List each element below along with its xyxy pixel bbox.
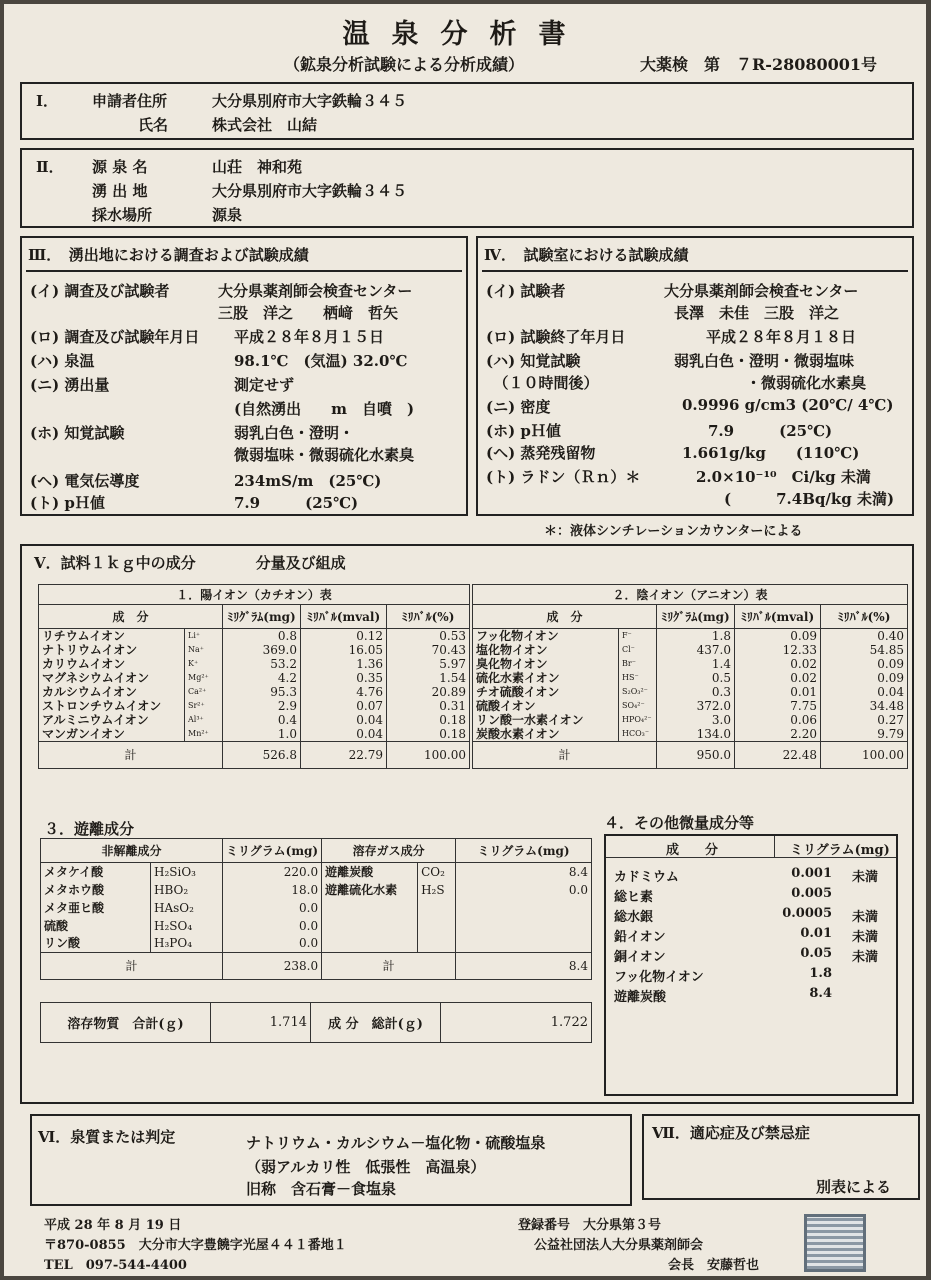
ion-pct: 9.79 bbox=[821, 727, 908, 742]
empty-cell bbox=[418, 899, 456, 917]
table-row bbox=[39, 629, 470, 644]
ion-mg: 437.0 bbox=[657, 643, 735, 657]
gas-mg: 0.0 bbox=[456, 881, 592, 899]
component-mg: 0.0 bbox=[223, 899, 322, 917]
anion-table bbox=[472, 584, 908, 769]
org-address: 〒870-0855 大分市大字豊饒字光屋４４１番地１ bbox=[44, 1238, 347, 1253]
trace-note: 未満 bbox=[852, 910, 879, 925]
section-title: Ⅶ．適応症及び禁忌症 bbox=[652, 1124, 810, 1142]
ion-mval: 4.76 bbox=[301, 685, 387, 699]
totals-table bbox=[40, 1002, 592, 1043]
table-row bbox=[39, 727, 470, 742]
section-label: Ⅱ． bbox=[36, 158, 64, 176]
table-row bbox=[41, 917, 592, 935]
ion-symbol: SO₄²⁻ bbox=[619, 699, 657, 713]
field-test-value: (自然湧出 m 自噴 ) bbox=[234, 400, 415, 418]
sampling-label: 採水場所 bbox=[92, 206, 153, 224]
field-test-value: 平成２８年８月１５日 bbox=[234, 328, 385, 346]
empty-cell bbox=[456, 917, 592, 935]
ion-symbol: Mg²⁺ bbox=[185, 671, 223, 685]
spring-quality: ナトリウム・カルシウム－塩化物・硫酸塩泉 bbox=[246, 1134, 546, 1152]
anion-total-label: 計 bbox=[473, 742, 657, 769]
trace-note: 未満 bbox=[852, 930, 879, 945]
ion-pct: 0.31 bbox=[387, 699, 470, 713]
gas-total-label: 計 bbox=[322, 953, 456, 980]
table-row bbox=[473, 671, 908, 685]
ion-mval: 7.75 bbox=[735, 699, 821, 713]
applicant-address-label: 申請者住所 bbox=[92, 92, 168, 110]
section-source bbox=[20, 148, 914, 228]
trace-mg: 0.01 bbox=[800, 926, 832, 941]
section-title: Ⅵ．泉質または判定 bbox=[38, 1128, 176, 1146]
lab-test-value: ・微弱硫化水素臭 bbox=[746, 374, 867, 392]
ion-mval: 0.07 bbox=[301, 699, 387, 713]
col-nondissociated: 非解離成分 bbox=[41, 839, 223, 863]
ion-symbol: HCO₃⁻ bbox=[619, 727, 657, 742]
gas-formula: H₂S bbox=[418, 881, 456, 899]
applicant-name: 株式会社 山結 bbox=[212, 116, 318, 134]
section-components bbox=[20, 544, 914, 1104]
ion-mg: 53.2 bbox=[223, 657, 301, 671]
table-row bbox=[39, 671, 470, 685]
document-title: 温泉分析書 bbox=[342, 19, 588, 50]
field-test-label: (ヘ) 電気伝導度 bbox=[30, 472, 140, 490]
empty-cell bbox=[322, 917, 418, 935]
lab-test-value: 弱乳白色・澄明・微弱塩味 bbox=[674, 352, 855, 370]
col-component: 成 分 bbox=[473, 605, 657, 629]
table-row bbox=[473, 727, 908, 742]
official-seal bbox=[804, 1214, 866, 1272]
ion-mval: 0.04 bbox=[301, 727, 387, 742]
lab-test-label: （１０時間後） bbox=[486, 374, 599, 392]
ion-symbol: F⁻ bbox=[619, 629, 657, 644]
col-mg: ﾐﾘｸﾞﾗﾑ(mg) bbox=[223, 605, 301, 629]
field-test-label: (ト) pＨ値 bbox=[30, 494, 105, 512]
ion-name: マグネシウムイオン bbox=[39, 671, 185, 685]
table-row bbox=[473, 699, 908, 713]
ion-pct: 70.43 bbox=[387, 643, 470, 657]
president-name: 会長 安藤哲也 bbox=[668, 1258, 760, 1273]
ion-name: フッ化物イオン bbox=[473, 629, 619, 644]
section-spring-quality bbox=[30, 1114, 632, 1206]
empty-cell bbox=[322, 899, 418, 917]
trace-name: 総ヒ素 bbox=[614, 890, 654, 905]
ion-symbol: Cl⁻ bbox=[619, 643, 657, 657]
ion-mg: 134.0 bbox=[657, 727, 735, 742]
empty-cell bbox=[456, 935, 592, 953]
table-row bbox=[39, 657, 470, 671]
trace-mg: 0.0005 bbox=[782, 906, 832, 921]
ion-mval: 16.05 bbox=[301, 643, 387, 657]
ion-mval: 1.36 bbox=[301, 657, 387, 671]
ion-pct: 0.09 bbox=[821, 657, 908, 671]
ion-name: 臭化物イオン bbox=[473, 657, 619, 671]
ion-symbol: Al³⁺ bbox=[185, 713, 223, 727]
document-subtitle: （鉱泉分析試験による分析成績） bbox=[284, 55, 525, 74]
cation-caption: １．陽イオン（カチオン）表 bbox=[39, 585, 470, 605]
ion-mg: 0.8 bbox=[223, 629, 301, 644]
trace-name: 遊離炭酸 bbox=[614, 990, 667, 1005]
nondiss-total: 238.0 bbox=[223, 953, 322, 980]
col-pct: ﾐﾘﾊﾞﾙ(%) bbox=[821, 605, 908, 629]
trace-mg: 1.8 bbox=[809, 966, 832, 981]
table-row bbox=[473, 657, 908, 671]
ion-symbol: Li⁺ bbox=[185, 629, 223, 644]
field-test-label: (ニ) 湧出量 bbox=[30, 376, 110, 394]
lab-test-value: ( 7.4Bq/kg 未満) bbox=[724, 490, 895, 508]
field-test-value: 98.1℃ (気温) 32.0℃ bbox=[234, 352, 408, 370]
source-name-label: 源 泉 名 bbox=[92, 158, 148, 176]
ion-mg: 1.4 bbox=[657, 657, 735, 671]
lab-test-label: (ロ) 試験終了年月日 bbox=[486, 328, 626, 346]
empty-cell bbox=[418, 935, 456, 953]
trace-name: フッ化物イオン bbox=[614, 970, 704, 985]
field-test-value: 弱乳白色・澄明・ bbox=[234, 424, 355, 442]
col-mg: ﾐﾘｸﾞﾗﾑ(mg) bbox=[657, 605, 735, 629]
ion-mval: 2.20 bbox=[735, 727, 821, 742]
trace-name: 総水銀 bbox=[614, 910, 654, 925]
lab-test-label: (ハ) 知覚試験 bbox=[486, 352, 581, 370]
table-row bbox=[41, 863, 592, 881]
table-row bbox=[39, 699, 470, 713]
spring-location-label: 湧 出 地 bbox=[92, 182, 148, 200]
ion-mg: 4.2 bbox=[223, 671, 301, 685]
ion-name: リチウムイオン bbox=[39, 629, 185, 644]
component-formula: H₂SO₄ bbox=[151, 917, 223, 935]
ion-name: 炭酸水素イオン bbox=[473, 727, 619, 742]
field-test-label: (ハ) 泉温 bbox=[30, 352, 95, 370]
ion-mval: 0.35 bbox=[301, 671, 387, 685]
component-formula: HAsO₂ bbox=[151, 899, 223, 917]
trace-note: 未満 bbox=[852, 870, 879, 885]
table-row bbox=[473, 713, 908, 727]
ion-mg: 3.0 bbox=[657, 713, 735, 727]
field-test-value: 234mS/m (25℃) bbox=[234, 472, 382, 490]
ion-name: アルミニウムイオン bbox=[39, 713, 185, 727]
anion-caption: ２．陰イオン（アニオン）表 bbox=[473, 585, 908, 605]
table-row bbox=[473, 643, 908, 657]
ion-mval: 0.02 bbox=[735, 671, 821, 685]
ion-symbol: Mn²⁺ bbox=[185, 727, 223, 742]
ion-pct: 0.04 bbox=[821, 685, 908, 699]
anion-total-pct: 100.00 bbox=[821, 742, 908, 769]
ion-mval: 0.02 bbox=[735, 657, 821, 671]
reference-number: 大薬検 第 ７R-28080001号 bbox=[640, 55, 878, 74]
lab-test-label: (ニ) 密度 bbox=[486, 398, 551, 416]
component-mg: 0.0 bbox=[223, 935, 322, 953]
trace-name: 銅イオン bbox=[614, 950, 666, 965]
empty-cell bbox=[456, 899, 592, 917]
free-caption: ３．遊離成分 bbox=[44, 820, 135, 838]
analysis-document bbox=[4, 4, 926, 1276]
trace-mg: 0.001 bbox=[791, 866, 832, 881]
ion-symbol: Sr²⁺ bbox=[185, 699, 223, 713]
lab-test-label: (イ) 試験者 bbox=[486, 282, 566, 300]
col-gas-mg: ミリグラム(mg) bbox=[456, 839, 592, 863]
lab-test-value: 長澤 未佳 三股 洋之 bbox=[674, 304, 840, 322]
ion-mval: 0.09 bbox=[735, 629, 821, 644]
ion-name: ナトリウムイオン bbox=[39, 643, 185, 657]
component-name: メタホウ酸 bbox=[41, 881, 151, 899]
cation-total-mval: 22.79 bbox=[301, 742, 387, 769]
lab-test-value: 平成２８年８月１８日 bbox=[706, 328, 857, 346]
trace-caption: ４．その他微量成分等 bbox=[604, 814, 755, 832]
cation-total-pct: 100.00 bbox=[387, 742, 470, 769]
ion-mval: 0.12 bbox=[301, 629, 387, 644]
component-formula: H₂SiO₃ bbox=[151, 863, 223, 881]
table-row bbox=[39, 713, 470, 727]
ion-symbol: Ca²⁺ bbox=[185, 685, 223, 699]
cation-total-label: 計 bbox=[39, 742, 223, 769]
ion-name: カルシウムイオン bbox=[39, 685, 185, 699]
ion-pct: 34.48 bbox=[821, 699, 908, 713]
ion-name: 硫酸イオン bbox=[473, 699, 619, 713]
ion-symbol: S₂O₃²⁻ bbox=[619, 685, 657, 699]
field-test-label: (ロ) 調査及び試験年月日 bbox=[30, 328, 200, 346]
applicant-address: 大分県別府市大字鉄輪３４５ bbox=[212, 92, 408, 110]
ion-mg: 95.3 bbox=[223, 685, 301, 699]
ion-mg: 369.0 bbox=[223, 643, 301, 657]
trace-note: 未満 bbox=[852, 950, 879, 965]
trace-name: 鉛イオン bbox=[614, 930, 666, 945]
source-name: 山荘 神和苑 bbox=[212, 158, 303, 176]
component-formula: H₃PO₄ bbox=[151, 935, 223, 953]
lab-test-label: (ト) ラドン（Ｒｎ）＊ bbox=[486, 468, 641, 486]
section-indications bbox=[642, 1114, 920, 1200]
gas-mg: 8.4 bbox=[456, 863, 592, 881]
org-name: 公益社団法人大分県薬剤師会 bbox=[534, 1238, 704, 1253]
table-row bbox=[39, 685, 470, 699]
ion-name: カリウムイオン bbox=[39, 657, 185, 671]
free-components-table bbox=[40, 838, 592, 980]
all-total-label: 成 分 総計(ｇ) bbox=[311, 1003, 441, 1043]
org-tel: TEL 097-544-4400 bbox=[44, 1258, 187, 1273]
col-mval: ﾐﾘﾊﾞﾙ(mval) bbox=[735, 605, 821, 629]
ion-name: マンガンイオン bbox=[39, 727, 185, 742]
issue-date: 平成 28 年 8 月 19 日 bbox=[44, 1218, 182, 1233]
lab-test-label: (ヘ) 蒸発残留物 bbox=[486, 444, 596, 462]
component-mg: 0.0 bbox=[223, 917, 322, 935]
ion-symbol: Br⁻ bbox=[619, 657, 657, 671]
ion-pct: 5.97 bbox=[387, 657, 470, 671]
gas-total: 8.4 bbox=[456, 953, 592, 980]
table-row bbox=[473, 685, 908, 699]
field-test-label: (ホ) 知覚試験 bbox=[30, 424, 125, 442]
ion-pct: 0.53 bbox=[387, 629, 470, 644]
ion-pct: 0.18 bbox=[387, 713, 470, 727]
ion-symbol: K⁺ bbox=[185, 657, 223, 671]
lab-test-value: 1.661g/kg (110℃) bbox=[682, 444, 860, 462]
ion-mg: 0.5 bbox=[657, 671, 735, 685]
col-mval: ﾐﾘﾊﾞﾙ(mval) bbox=[301, 605, 387, 629]
spring-location: 大分県別府市大字鉄輪３４５ bbox=[212, 182, 408, 200]
field-test-value: 7.9 (25℃) bbox=[234, 494, 359, 512]
anion-total-mg: 950.0 bbox=[657, 742, 735, 769]
section-title: Ⅲ． 湧出地における調査および試験成績 bbox=[28, 246, 309, 264]
ion-pct: 0.18 bbox=[387, 727, 470, 742]
registration-number: 登録番号 大分県第３号 bbox=[518, 1218, 662, 1233]
table-row bbox=[39, 643, 470, 657]
dissolved-total-label: 溶存物質 合計(ｇ) bbox=[41, 1003, 211, 1043]
applicant-name-label: 氏名 bbox=[138, 116, 169, 134]
trace-mg: 8.4 bbox=[809, 986, 832, 1001]
col-pct: ﾐﾘﾊﾞﾙ(%) bbox=[387, 605, 470, 629]
ion-pct: 20.89 bbox=[387, 685, 470, 699]
ion-mg: 1.8 bbox=[657, 629, 735, 644]
empty-cell bbox=[418, 917, 456, 935]
ion-name: 塩化物イオン bbox=[473, 643, 619, 657]
ion-mval: 0.01 bbox=[735, 685, 821, 699]
col-component: 成 分 bbox=[666, 843, 719, 858]
dissolved-total: 1.714 bbox=[211, 1003, 311, 1043]
ion-mg: 0.4 bbox=[223, 713, 301, 727]
ion-name: リン酸一水素イオン bbox=[473, 713, 619, 727]
field-test-value: 三股 洋之 栖﨑 哲矢 bbox=[218, 304, 399, 322]
trace-name: カドミウム bbox=[614, 870, 679, 885]
field-test-label: (イ) 調査及び試験者 bbox=[30, 282, 170, 300]
lab-test-value: 大分県薬剤師会検査センター bbox=[664, 282, 859, 300]
ion-mg: 0.3 bbox=[657, 685, 735, 699]
field-test-value: 大分県薬剤師会検査センター bbox=[218, 282, 413, 300]
table-row bbox=[41, 881, 592, 899]
component-name: メタケイ酸 bbox=[41, 863, 151, 881]
section-label: Ⅰ． bbox=[36, 92, 59, 110]
field-test-value: 微弱塩味・微弱硫化水素臭 bbox=[234, 446, 415, 464]
component-mg: 18.0 bbox=[223, 881, 322, 899]
lab-test-value: 2.0×10⁻¹⁰ Ci/kg 未満 bbox=[696, 468, 871, 486]
ion-pct: 0.27 bbox=[821, 713, 908, 727]
col-mg: ミリグラム(mg) bbox=[790, 843, 890, 858]
trace-box bbox=[604, 834, 898, 1096]
ion-name: ストロンチウムイオン bbox=[39, 699, 185, 713]
ion-symbol: Na⁺ bbox=[185, 643, 223, 657]
gas-name: 遊離炭酸 bbox=[322, 863, 418, 881]
section-title: Ⅳ． 試験室における試験成績 bbox=[484, 246, 689, 264]
section-field-test bbox=[20, 236, 468, 516]
radon-footnote: ＊：液体シンチレーションカウンターによる bbox=[544, 524, 803, 539]
ion-symbol: HPO₄²⁻ bbox=[619, 713, 657, 727]
lab-test-value: 0.9996 g/cm3 (20℃/ 4℃) bbox=[682, 396, 894, 414]
component-mg: 220.0 bbox=[223, 863, 322, 881]
anion-total-mval: 22.48 bbox=[735, 742, 821, 769]
ion-name: チオ硫酸イオン bbox=[473, 685, 619, 699]
ion-mval: 0.04 bbox=[301, 713, 387, 727]
trace-mg: 0.05 bbox=[800, 946, 832, 961]
ion-mval: 0.06 bbox=[735, 713, 821, 727]
ion-mg: 1.0 bbox=[223, 727, 301, 742]
table-row bbox=[41, 935, 592, 953]
sampling-place: 源泉 bbox=[212, 206, 243, 224]
cation-table bbox=[38, 584, 470, 769]
component-formula: HBO₂ bbox=[151, 881, 223, 899]
ion-pct: 54.85 bbox=[821, 643, 908, 657]
table-row bbox=[41, 899, 592, 917]
ion-pct: 1.54 bbox=[387, 671, 470, 685]
component-name: 硫酸 bbox=[41, 917, 151, 935]
trace-mg: 0.005 bbox=[791, 886, 832, 901]
section-title: Ⅴ．試料１ｋｇ中の成分 分量及び組成 bbox=[34, 554, 346, 572]
former-name: 旧称 含石膏－食塩泉 bbox=[246, 1180, 397, 1198]
table-row bbox=[473, 629, 908, 644]
ion-mval: 12.33 bbox=[735, 643, 821, 657]
cation-total-mg: 526.8 bbox=[223, 742, 301, 769]
empty-cell bbox=[322, 935, 418, 953]
nondiss-total-label: 計 bbox=[41, 953, 223, 980]
ion-pct: 0.40 bbox=[821, 629, 908, 644]
field-test-value: 測定せず bbox=[234, 376, 295, 394]
gas-formula: CO₂ bbox=[418, 863, 456, 881]
spring-characteristics: （弱アルカリ性 低張性 高温泉） bbox=[246, 1158, 486, 1176]
all-total: 1.722 bbox=[441, 1003, 592, 1043]
lab-test-label: (ホ) pＨ値 bbox=[486, 422, 561, 440]
col-dissolved-gas: 溶存ガス成分 bbox=[322, 839, 456, 863]
ion-name: 硫化水素イオン bbox=[473, 671, 619, 685]
ion-mg: 372.0 bbox=[657, 699, 735, 713]
section-applicant bbox=[20, 82, 914, 140]
section-lab-test bbox=[476, 236, 914, 516]
indications-ref: 別表による bbox=[816, 1178, 892, 1196]
gas-name: 遊離硫化水素 bbox=[322, 881, 418, 899]
ion-mg: 2.9 bbox=[223, 699, 301, 713]
component-name: リン酸 bbox=[41, 935, 151, 953]
col-mg: ミリグラム(mg) bbox=[223, 839, 322, 863]
component-name: メタ亜ヒ酸 bbox=[41, 899, 151, 917]
ion-pct: 0.09 bbox=[821, 671, 908, 685]
lab-test-value: 7.9 (25℃) bbox=[708, 422, 833, 440]
col-component: 成 分 bbox=[39, 605, 223, 629]
ion-symbol: HS⁻ bbox=[619, 671, 657, 685]
